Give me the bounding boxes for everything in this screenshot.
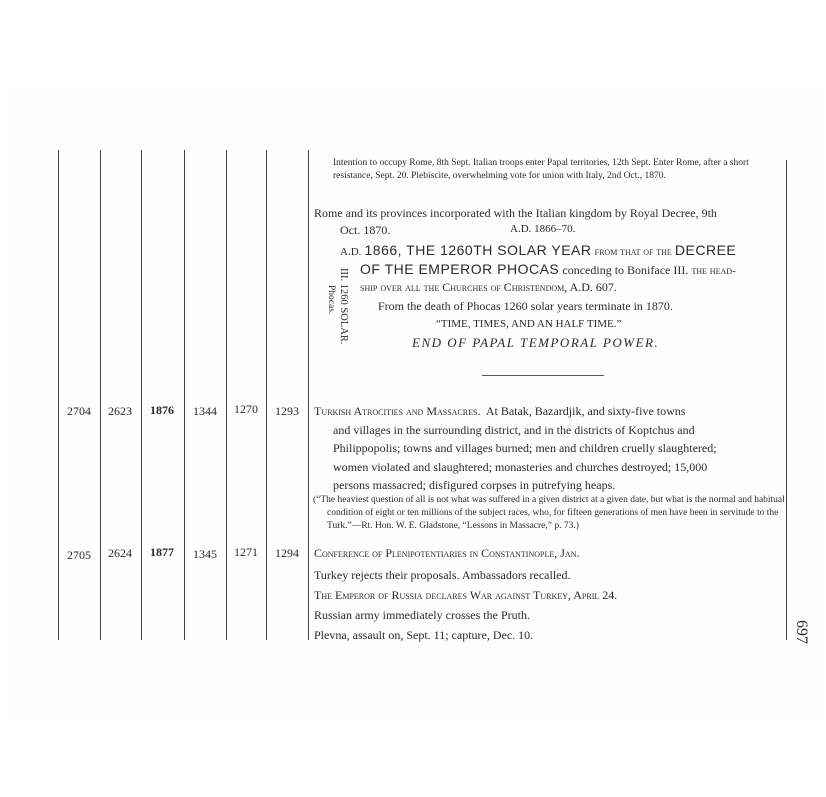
headship: the head- (691, 265, 736, 277)
event-1877: Russian army immediately crosses the Pruth. (314, 608, 530, 622)
decree-word: DECREE (674, 242, 737, 258)
column-rule (141, 150, 142, 640)
year-col-3: 1876 (150, 403, 174, 417)
year-col-4: 1344 (193, 404, 217, 418)
side-label-phocas: Phocas. (326, 285, 336, 315)
time-quote: “TIME, TIMES, AND AN HALF TIME.” (436, 318, 622, 330)
column-rule (184, 150, 185, 640)
turkish-line-1 (314, 404, 685, 419)
turkish-line-5: persons massacred; disfigured corpses in putrefying heaps. (333, 478, 616, 492)
decree-line-2 (360, 261, 736, 278)
turkish-line-2: and villages in the surrounding district, and in the districts of Koptchus and (333, 423, 695, 437)
year-col-5: 1271 (234, 545, 258, 559)
column-rule (100, 150, 101, 640)
column-rule (58, 150, 59, 640)
turkish-line-3: Philippopolis; towns and villages burned; men and children cruelly slaughtered; (333, 441, 717, 455)
year-col-2: 2623 (108, 404, 132, 418)
emperor-phocas: OF THE EMPEROR PHOCAS (360, 261, 560, 277)
page-number: 697 (793, 620, 810, 644)
right-border-rule (786, 160, 787, 640)
year-col-2: 2624 (108, 546, 132, 560)
column-rule (266, 150, 267, 640)
phocas-line: From the death of Phocas 1260 solar years terminate in 1870. (378, 299, 673, 313)
turkish-text-1: At Batak, Bazardjik, and sixty-five towns (485, 404, 686, 418)
rome-line-2a: Oct. 1870. (340, 223, 391, 237)
end-of-papal-power: END OF PAPAL TEMPORAL POWER. (412, 335, 660, 350)
decree-line-3: ship over all the Churches of Christendom, A.D. 607. (360, 280, 617, 294)
turkish-line-4: women violated and slaughtered; monasteries and churches destroyed; 15,000 (333, 460, 708, 474)
year-col-3: 1877 (150, 545, 174, 559)
decree-heading: 1866, THE 1260TH SOLAR YEAR (364, 242, 592, 258)
rome-line-2b: A.D. 1866–70. (510, 223, 576, 235)
event-1877: Conference of Plenipotentiaries in Constantinople, Jan. (314, 546, 580, 560)
year-col-4: 1345 (193, 547, 217, 561)
decree-from: from that of the (594, 246, 672, 258)
year-col-1: 2704 (67, 404, 91, 418)
side-label-solar: III. 1260 SOLAR. (338, 268, 349, 345)
top-note: Intention to occupy Rome, 8th Sept. Italian troops enter Papal territories, 12th Sept. Enter Rome, after a short resistance, Sept. 20. Plebiscite, overwhelming vote for union with Italy, 2nd Oct., 1870. (333, 158, 749, 181)
column-rule (226, 150, 227, 640)
year-col-5: 1270 (234, 402, 258, 416)
section-divider (482, 375, 604, 376)
year-col-6: 1294 (275, 546, 299, 560)
event-1877: Plevna, assault on, Sept. 11; capture, Dec. 10. (314, 628, 534, 642)
boniface: conceding to Boniface III. (562, 263, 689, 277)
gladstone-quote: (“The heaviest question of all is not what was suffered in a given district at a given date, but what is the normal and habitual condition of eight or ten millions of the subject races, who, for fifteen generations of men have been in servitude to the Turk.”—Rt. Hon. W. E. Gladstone, “Lessons in Massacre,” p. 73.) (313, 495, 785, 531)
turkish-heading: Turkish Atrocities and Massacres. (314, 404, 481, 418)
decree-line-1 (340, 242, 736, 259)
year-col-1: 2705 (67, 548, 91, 562)
decree-ad: A.D. (340, 246, 362, 258)
year-col-6: 1293 (275, 404, 299, 418)
rome-line-1: Rome and its provinces incorporated with the Italian kingdom by Royal Decree, 9th (314, 206, 717, 220)
event-1877: The Emperor of Russia declares War against Turkey, April 24. (314, 588, 618, 602)
column-rule (308, 150, 309, 640)
event-1877: Turkey rejects their proposals. Ambassadors recalled. (314, 568, 571, 582)
